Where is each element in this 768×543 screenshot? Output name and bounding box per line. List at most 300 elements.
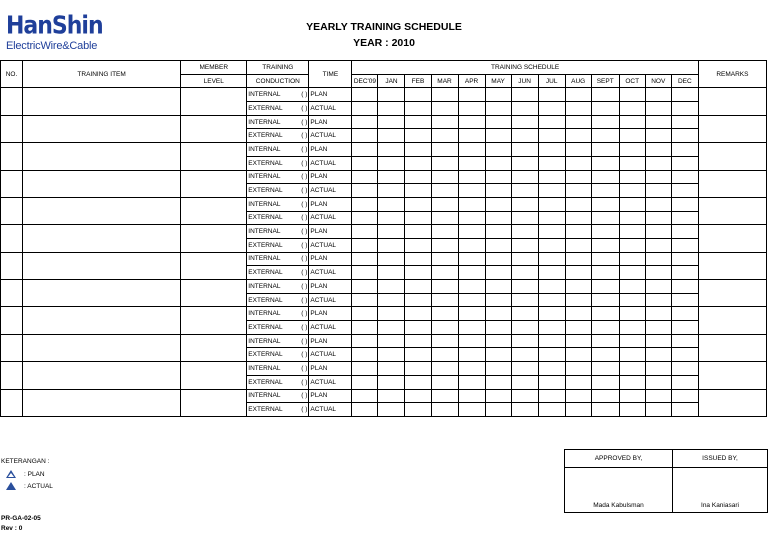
month-cell[interactable] bbox=[352, 403, 378, 417]
month-cell[interactable] bbox=[619, 375, 645, 389]
month-cell[interactable] bbox=[485, 266, 511, 280]
month-cell[interactable] bbox=[405, 170, 431, 184]
month-cell[interactable] bbox=[619, 348, 645, 362]
month-cell[interactable] bbox=[538, 143, 565, 157]
month-cell[interactable] bbox=[511, 143, 538, 157]
month-cell[interactable] bbox=[645, 389, 671, 403]
month-cell[interactable] bbox=[591, 143, 619, 157]
month-cell[interactable] bbox=[405, 403, 431, 417]
month-cell[interactable] bbox=[458, 375, 485, 389]
month-cell[interactable] bbox=[378, 307, 405, 321]
month-cell[interactable] bbox=[645, 88, 671, 102]
month-cell[interactable] bbox=[378, 375, 405, 389]
month-cell[interactable] bbox=[511, 307, 538, 321]
month-cell[interactable] bbox=[431, 389, 458, 403]
month-cell[interactable] bbox=[538, 197, 565, 211]
month-cell[interactable] bbox=[458, 266, 485, 280]
remarks-cell[interactable] bbox=[698, 170, 766, 197]
month-cell[interactable] bbox=[645, 348, 671, 362]
month-cell[interactable] bbox=[485, 225, 511, 239]
month-cell[interactable] bbox=[485, 389, 511, 403]
month-cell[interactable] bbox=[538, 266, 565, 280]
training-item-cell[interactable] bbox=[23, 307, 181, 334]
month-cell[interactable] bbox=[405, 266, 431, 280]
month-cell[interactable] bbox=[511, 184, 538, 198]
remarks-cell[interactable] bbox=[698, 88, 766, 115]
month-cell[interactable] bbox=[645, 197, 671, 211]
month-cell[interactable] bbox=[485, 156, 511, 170]
month-cell[interactable] bbox=[538, 280, 565, 294]
month-cell[interactable] bbox=[511, 266, 538, 280]
month-cell[interactable] bbox=[645, 321, 671, 335]
month-cell[interactable] bbox=[671, 238, 698, 252]
month-cell[interactable] bbox=[431, 293, 458, 307]
month-cell[interactable] bbox=[458, 362, 485, 376]
month-cell[interactable] bbox=[405, 321, 431, 335]
remarks-cell[interactable] bbox=[698, 389, 766, 416]
month-cell[interactable] bbox=[538, 334, 565, 348]
month-cell[interactable] bbox=[458, 293, 485, 307]
remarks-cell[interactable] bbox=[698, 252, 766, 279]
month-cell[interactable] bbox=[538, 170, 565, 184]
month-cell[interactable] bbox=[458, 348, 485, 362]
month-cell[interactable] bbox=[405, 184, 431, 198]
month-cell[interactable] bbox=[458, 321, 485, 335]
month-cell[interactable] bbox=[619, 184, 645, 198]
month-cell[interactable] bbox=[511, 389, 538, 403]
month-cell[interactable] bbox=[645, 362, 671, 376]
month-cell[interactable] bbox=[565, 129, 591, 143]
member-level-cell[interactable] bbox=[181, 334, 247, 361]
month-cell[interactable] bbox=[352, 156, 378, 170]
month-cell[interactable] bbox=[565, 334, 591, 348]
month-cell[interactable] bbox=[619, 389, 645, 403]
training-item-cell[interactable] bbox=[23, 88, 181, 115]
month-cell[interactable] bbox=[591, 334, 619, 348]
month-cell[interactable] bbox=[431, 143, 458, 157]
month-cell[interactable] bbox=[619, 170, 645, 184]
month-cell[interactable] bbox=[485, 293, 511, 307]
conduction-cell[interactable] bbox=[247, 88, 309, 102]
month-cell[interactable] bbox=[565, 102, 591, 116]
month-cell[interactable] bbox=[565, 252, 591, 266]
month-cell[interactable] bbox=[591, 252, 619, 266]
remarks-cell[interactable] bbox=[698, 225, 766, 252]
month-cell[interactable] bbox=[591, 403, 619, 417]
month-cell[interactable] bbox=[352, 321, 378, 335]
month-cell[interactable] bbox=[645, 170, 671, 184]
month-cell[interactable] bbox=[405, 211, 431, 225]
month-cell[interactable] bbox=[431, 88, 458, 102]
member-level-cell[interactable] bbox=[181, 197, 247, 224]
month-cell[interactable] bbox=[352, 88, 378, 102]
month-cell[interactable] bbox=[619, 293, 645, 307]
month-cell[interactable] bbox=[591, 88, 619, 102]
month-cell[interactable] bbox=[538, 362, 565, 376]
month-cell[interactable] bbox=[645, 252, 671, 266]
conduction-cell[interactable] bbox=[247, 293, 309, 307]
month-cell[interactable] bbox=[645, 156, 671, 170]
month-cell[interactable] bbox=[671, 362, 698, 376]
no-cell[interactable] bbox=[1, 334, 23, 361]
month-cell[interactable] bbox=[405, 252, 431, 266]
month-cell[interactable] bbox=[378, 321, 405, 335]
remarks-cell[interactable] bbox=[698, 362, 766, 389]
month-cell[interactable] bbox=[511, 348, 538, 362]
month-cell[interactable] bbox=[458, 403, 485, 417]
month-cell[interactable] bbox=[378, 348, 405, 362]
month-cell[interactable] bbox=[378, 252, 405, 266]
month-cell[interactable] bbox=[645, 280, 671, 294]
month-cell[interactable] bbox=[431, 102, 458, 116]
month-cell[interactable] bbox=[538, 115, 565, 129]
month-cell[interactable] bbox=[645, 307, 671, 321]
month-cell[interactable] bbox=[352, 170, 378, 184]
month-cell[interactable] bbox=[485, 280, 511, 294]
month-cell[interactable] bbox=[458, 115, 485, 129]
month-cell[interactable] bbox=[458, 280, 485, 294]
month-cell[interactable] bbox=[405, 197, 431, 211]
month-cell[interactable] bbox=[619, 143, 645, 157]
month-cell[interactable] bbox=[378, 156, 405, 170]
month-cell[interactable] bbox=[565, 362, 591, 376]
month-cell[interactable] bbox=[352, 184, 378, 198]
no-cell[interactable] bbox=[1, 115, 23, 142]
remarks-cell[interactable] bbox=[698, 307, 766, 334]
month-cell[interactable] bbox=[538, 321, 565, 335]
month-cell[interactable] bbox=[431, 252, 458, 266]
month-cell[interactable] bbox=[511, 170, 538, 184]
no-cell[interactable] bbox=[1, 88, 23, 115]
conduction-cell[interactable] bbox=[247, 156, 309, 170]
month-cell[interactable] bbox=[511, 375, 538, 389]
month-cell[interactable] bbox=[645, 143, 671, 157]
month-cell[interactable] bbox=[591, 225, 619, 239]
month-cell[interactable] bbox=[405, 307, 431, 321]
month-cell[interactable] bbox=[378, 266, 405, 280]
conduction-cell[interactable] bbox=[247, 280, 309, 294]
conduction-cell[interactable] bbox=[247, 266, 309, 280]
month-cell[interactable] bbox=[485, 143, 511, 157]
month-cell[interactable] bbox=[431, 156, 458, 170]
month-cell[interactable] bbox=[565, 115, 591, 129]
month-cell[interactable] bbox=[645, 211, 671, 225]
month-cell[interactable] bbox=[619, 115, 645, 129]
month-cell[interactable] bbox=[458, 184, 485, 198]
month-cell[interactable] bbox=[645, 129, 671, 143]
month-cell[interactable] bbox=[378, 403, 405, 417]
month-cell[interactable] bbox=[645, 115, 671, 129]
month-cell[interactable] bbox=[671, 156, 698, 170]
month-cell[interactable] bbox=[431, 280, 458, 294]
month-cell[interactable] bbox=[645, 225, 671, 239]
month-cell[interactable] bbox=[458, 129, 485, 143]
conduction-cell[interactable] bbox=[247, 102, 309, 116]
month-cell[interactable] bbox=[671, 266, 698, 280]
month-cell[interactable] bbox=[671, 321, 698, 335]
month-cell[interactable] bbox=[591, 129, 619, 143]
month-cell[interactable] bbox=[485, 321, 511, 335]
month-cell[interactable] bbox=[511, 403, 538, 417]
month-cell[interactable] bbox=[671, 170, 698, 184]
month-cell[interactable] bbox=[378, 197, 405, 211]
month-cell[interactable] bbox=[378, 238, 405, 252]
month-cell[interactable] bbox=[538, 293, 565, 307]
month-cell[interactable] bbox=[405, 389, 431, 403]
month-cell[interactable] bbox=[378, 143, 405, 157]
month-cell[interactable] bbox=[671, 129, 698, 143]
member-level-cell[interactable] bbox=[181, 389, 247, 416]
month-cell[interactable] bbox=[378, 170, 405, 184]
training-item-cell[interactable] bbox=[23, 280, 181, 307]
month-cell[interactable] bbox=[591, 238, 619, 252]
month-cell[interactable] bbox=[538, 211, 565, 225]
remarks-cell[interactable] bbox=[698, 143, 766, 170]
month-cell[interactable] bbox=[671, 225, 698, 239]
member-level-cell[interactable] bbox=[181, 225, 247, 252]
month-cell[interactable] bbox=[619, 321, 645, 335]
month-cell[interactable] bbox=[645, 403, 671, 417]
month-cell[interactable] bbox=[378, 334, 405, 348]
conduction-cell[interactable] bbox=[247, 238, 309, 252]
month-cell[interactable] bbox=[538, 348, 565, 362]
month-cell[interactable] bbox=[591, 102, 619, 116]
month-cell[interactable] bbox=[431, 225, 458, 239]
month-cell[interactable] bbox=[645, 293, 671, 307]
month-cell[interactable] bbox=[378, 293, 405, 307]
month-cell[interactable] bbox=[352, 389, 378, 403]
month-cell[interactable] bbox=[511, 115, 538, 129]
month-cell[interactable] bbox=[511, 334, 538, 348]
month-cell[interactable] bbox=[538, 252, 565, 266]
month-cell[interactable] bbox=[352, 225, 378, 239]
month-cell[interactable] bbox=[378, 225, 405, 239]
month-cell[interactable] bbox=[458, 88, 485, 102]
month-cell[interactable] bbox=[511, 321, 538, 335]
month-cell[interactable] bbox=[352, 143, 378, 157]
month-cell[interactable] bbox=[431, 184, 458, 198]
month-cell[interactable] bbox=[671, 403, 698, 417]
conduction-cell[interactable] bbox=[247, 362, 309, 376]
month-cell[interactable] bbox=[565, 293, 591, 307]
month-cell[interactable] bbox=[591, 156, 619, 170]
month-cell[interactable] bbox=[352, 115, 378, 129]
month-cell[interactable] bbox=[591, 375, 619, 389]
month-cell[interactable] bbox=[511, 362, 538, 376]
no-cell[interactable] bbox=[1, 170, 23, 197]
month-cell[interactable] bbox=[538, 102, 565, 116]
month-cell[interactable] bbox=[671, 307, 698, 321]
month-cell[interactable] bbox=[619, 88, 645, 102]
month-cell[interactable] bbox=[485, 375, 511, 389]
month-cell[interactable] bbox=[485, 252, 511, 266]
month-cell[interactable] bbox=[619, 334, 645, 348]
no-cell[interactable] bbox=[1, 197, 23, 224]
no-cell[interactable] bbox=[1, 252, 23, 279]
month-cell[interactable] bbox=[352, 129, 378, 143]
month-cell[interactable] bbox=[485, 362, 511, 376]
month-cell[interactable] bbox=[405, 143, 431, 157]
month-cell[interactable] bbox=[405, 280, 431, 294]
training-item-cell[interactable] bbox=[23, 225, 181, 252]
member-level-cell[interactable] bbox=[181, 252, 247, 279]
month-cell[interactable] bbox=[565, 156, 591, 170]
conduction-cell[interactable] bbox=[247, 170, 309, 184]
month-cell[interactable] bbox=[378, 88, 405, 102]
member-level-cell[interactable] bbox=[181, 143, 247, 170]
training-item-cell[interactable] bbox=[23, 197, 181, 224]
month-cell[interactable] bbox=[511, 197, 538, 211]
month-cell[interactable] bbox=[352, 280, 378, 294]
member-level-cell[interactable] bbox=[181, 307, 247, 334]
month-cell[interactable] bbox=[458, 102, 485, 116]
month-cell[interactable] bbox=[591, 389, 619, 403]
conduction-cell[interactable] bbox=[247, 211, 309, 225]
month-cell[interactable] bbox=[511, 238, 538, 252]
month-cell[interactable] bbox=[431, 129, 458, 143]
month-cell[interactable] bbox=[671, 102, 698, 116]
month-cell[interactable] bbox=[431, 348, 458, 362]
month-cell[interactable] bbox=[565, 211, 591, 225]
month-cell[interactable] bbox=[619, 197, 645, 211]
month-cell[interactable] bbox=[485, 115, 511, 129]
month-cell[interactable] bbox=[565, 170, 591, 184]
month-cell[interactable] bbox=[619, 102, 645, 116]
month-cell[interactable] bbox=[511, 102, 538, 116]
month-cell[interactable] bbox=[431, 197, 458, 211]
month-cell[interactable] bbox=[352, 238, 378, 252]
month-cell[interactable] bbox=[511, 88, 538, 102]
month-cell[interactable] bbox=[352, 293, 378, 307]
month-cell[interactable] bbox=[671, 293, 698, 307]
month-cell[interactable] bbox=[352, 211, 378, 225]
month-cell[interactable] bbox=[485, 170, 511, 184]
month-cell[interactable] bbox=[511, 129, 538, 143]
month-cell[interactable] bbox=[538, 156, 565, 170]
month-cell[interactable] bbox=[458, 170, 485, 184]
month-cell[interactable] bbox=[431, 115, 458, 129]
month-cell[interactable] bbox=[619, 211, 645, 225]
month-cell[interactable] bbox=[485, 307, 511, 321]
month-cell[interactable] bbox=[405, 375, 431, 389]
remarks-cell[interactable] bbox=[698, 280, 766, 307]
no-cell[interactable] bbox=[1, 389, 23, 416]
month-cell[interactable] bbox=[565, 197, 591, 211]
month-cell[interactable] bbox=[565, 307, 591, 321]
month-cell[interactable] bbox=[565, 321, 591, 335]
month-cell[interactable] bbox=[405, 362, 431, 376]
conduction-cell[interactable] bbox=[247, 334, 309, 348]
conduction-cell[interactable] bbox=[247, 115, 309, 129]
month-cell[interactable] bbox=[485, 348, 511, 362]
month-cell[interactable] bbox=[671, 280, 698, 294]
month-cell[interactable] bbox=[405, 348, 431, 362]
member-level-cell[interactable] bbox=[181, 170, 247, 197]
month-cell[interactable] bbox=[485, 102, 511, 116]
month-cell[interactable] bbox=[485, 184, 511, 198]
month-cell[interactable] bbox=[352, 102, 378, 116]
month-cell[interactable] bbox=[458, 156, 485, 170]
month-cell[interactable] bbox=[619, 266, 645, 280]
training-item-cell[interactable] bbox=[23, 170, 181, 197]
month-cell[interactable] bbox=[565, 389, 591, 403]
month-cell[interactable] bbox=[458, 143, 485, 157]
month-cell[interactable] bbox=[645, 266, 671, 280]
month-cell[interactable] bbox=[591, 348, 619, 362]
training-item-cell[interactable] bbox=[23, 143, 181, 170]
conduction-cell[interactable] bbox=[247, 225, 309, 239]
month-cell[interactable] bbox=[671, 375, 698, 389]
month-cell[interactable] bbox=[511, 293, 538, 307]
month-cell[interactable] bbox=[671, 348, 698, 362]
month-cell[interactable] bbox=[538, 88, 565, 102]
month-cell[interactable] bbox=[405, 238, 431, 252]
month-cell[interactable] bbox=[458, 252, 485, 266]
month-cell[interactable] bbox=[591, 321, 619, 335]
month-cell[interactable] bbox=[565, 280, 591, 294]
month-cell[interactable] bbox=[619, 403, 645, 417]
remarks-cell[interactable] bbox=[698, 334, 766, 361]
month-cell[interactable] bbox=[431, 375, 458, 389]
month-cell[interactable] bbox=[619, 156, 645, 170]
member-level-cell[interactable] bbox=[181, 280, 247, 307]
month-cell[interactable] bbox=[671, 252, 698, 266]
remarks-cell[interactable] bbox=[698, 197, 766, 224]
month-cell[interactable] bbox=[645, 375, 671, 389]
month-cell[interactable] bbox=[405, 156, 431, 170]
month-cell[interactable] bbox=[352, 307, 378, 321]
month-cell[interactable] bbox=[431, 266, 458, 280]
month-cell[interactable] bbox=[405, 225, 431, 239]
no-cell[interactable] bbox=[1, 225, 23, 252]
month-cell[interactable] bbox=[352, 362, 378, 376]
month-cell[interactable] bbox=[591, 307, 619, 321]
month-cell[interactable] bbox=[352, 252, 378, 266]
month-cell[interactable] bbox=[671, 211, 698, 225]
month-cell[interactable] bbox=[565, 88, 591, 102]
month-cell[interactable] bbox=[565, 143, 591, 157]
month-cell[interactable] bbox=[619, 238, 645, 252]
month-cell[interactable] bbox=[671, 88, 698, 102]
month-cell[interactable] bbox=[619, 307, 645, 321]
month-cell[interactable] bbox=[431, 170, 458, 184]
month-cell[interactable] bbox=[538, 307, 565, 321]
month-cell[interactable] bbox=[485, 211, 511, 225]
conduction-cell[interactable] bbox=[247, 307, 309, 321]
conduction-cell[interactable] bbox=[247, 129, 309, 143]
training-item-cell[interactable] bbox=[23, 115, 181, 142]
month-cell[interactable] bbox=[619, 129, 645, 143]
month-cell[interactable] bbox=[591, 293, 619, 307]
no-cell[interactable] bbox=[1, 362, 23, 389]
month-cell[interactable] bbox=[352, 348, 378, 362]
month-cell[interactable] bbox=[485, 403, 511, 417]
month-cell[interactable] bbox=[431, 321, 458, 335]
month-cell[interactable] bbox=[671, 197, 698, 211]
month-cell[interactable] bbox=[352, 197, 378, 211]
month-cell[interactable] bbox=[405, 102, 431, 116]
month-cell[interactable] bbox=[538, 225, 565, 239]
month-cell[interactable] bbox=[431, 307, 458, 321]
month-cell[interactable] bbox=[378, 280, 405, 294]
training-item-cell[interactable] bbox=[23, 362, 181, 389]
training-item-cell[interactable] bbox=[23, 389, 181, 416]
month-cell[interactable] bbox=[619, 225, 645, 239]
month-cell[interactable] bbox=[565, 184, 591, 198]
month-cell[interactable] bbox=[405, 293, 431, 307]
month-cell[interactable] bbox=[538, 403, 565, 417]
month-cell[interactable] bbox=[431, 334, 458, 348]
